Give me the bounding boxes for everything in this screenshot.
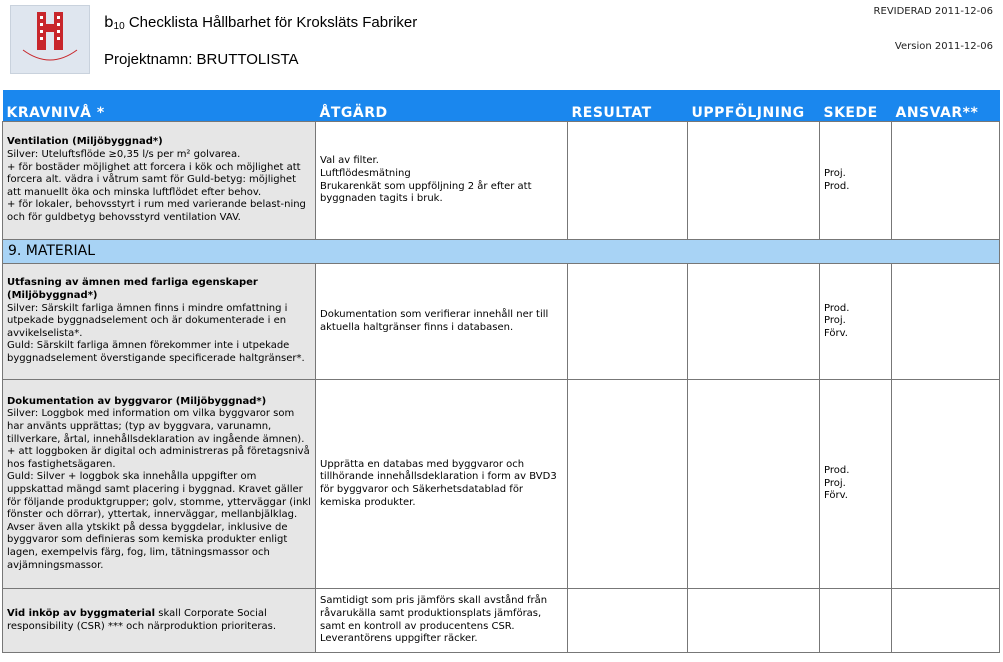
uppfoljning-cell[interactable] xyxy=(688,122,820,240)
atgard-cell: Val av filter. Luftflödesmätning Brukarenkät som uppföljning 2 år efter att byggnaden tagits i bruk. xyxy=(316,122,568,240)
section-header-row xyxy=(3,240,1000,264)
requirement-text: skall Corporate Social responsibility (CSR) *** och närproduktion prioriteras. xyxy=(7,607,277,632)
table-row xyxy=(3,122,1000,240)
table-header-row xyxy=(3,90,1000,122)
requirement-text: Silver: Uteluftsflöde ≥0,35 l/s per m² golvarea. + för bostäder möjlighet att forcera i kök och möjlighet att forcera alt. vädra i våtrum samt för Guld-betyg: möjlighet att manuellt öka och minska luftflödet efter behov. + för lokaler, behovsstyrt i rum med varierande belast-ning och för guldbetyg behovsstyrd ventilation VAV. xyxy=(7,149,306,223)
requirement-title: Dokumentation av byggvaror (Miljöbyggnad*) xyxy=(7,395,267,407)
resultat-cell[interactable] xyxy=(568,589,688,653)
requirement-title: Vid inköp av byggmaterial xyxy=(7,607,156,619)
column-header-uppfoljning: UPPFÖLJNING xyxy=(688,90,820,122)
checklist-table xyxy=(2,90,1000,653)
resultat-cell[interactable] xyxy=(568,264,688,380)
atgard-cell: Dokumentation som verifierar innehåll ner till aktuella haltgränser finns i databasen. xyxy=(316,264,568,380)
uppfoljning-cell[interactable] xyxy=(688,589,820,653)
resultat-cell[interactable] xyxy=(568,122,688,240)
revised-date: REVIDERAD 2011-12-06 xyxy=(873,6,993,17)
section-title: 9. MATERIAL xyxy=(3,240,1000,264)
requirement-title: Utfasning av ämnen med farliga egenskaper (Miljöbyggnad*) xyxy=(7,277,258,302)
atgard-cell: Samtidigt som pris jämförs skall avstånd från råvarukälla samt produktionsplats jämföras, samt en kontroll av producentens CSR. Leverantörens uppgifter räcker. xyxy=(316,589,568,653)
kravniva-cell xyxy=(3,380,316,589)
husvarden-logo-icon xyxy=(11,6,89,73)
uppfoljning-cell[interactable] xyxy=(688,264,820,380)
column-header-atgard: ÅTGÄRD xyxy=(316,90,568,122)
skede-cell: Proj. Prod. xyxy=(820,122,892,240)
table-row xyxy=(3,589,1000,653)
ansvar-cell[interactable] xyxy=(892,264,1000,380)
column-header-ansvar: ANSVAR** xyxy=(892,90,1000,122)
requirement-text: Silver: Särskilt farliga ämnen finns i mindre omfattning i utpekade byggnadselement och är dokumenterade i en avvikelselista*. Guld: Särskilt farliga ämnen förekommer inte i utpekade byggnadselement överstigande specificerade haltgränser*. xyxy=(7,302,305,364)
requirement-title: Ventilation (Miljöbyggnad*) xyxy=(7,136,163,148)
ansvar-cell[interactable] xyxy=(892,589,1000,653)
resultat-cell[interactable] xyxy=(568,380,688,589)
column-header-resultat: RESULTAT xyxy=(568,90,688,122)
skede-cell xyxy=(820,589,892,653)
document-title: $b_{10}$ Checklista Hållbarhet för Kroksläts Fabriker xyxy=(104,13,418,32)
skede-cell: Prod. Proj. Förv. xyxy=(820,264,892,380)
version-date: Version 2011-12-06 xyxy=(894,41,993,52)
company-logo xyxy=(10,5,90,74)
ansvar-cell[interactable] xyxy=(892,122,1000,240)
project-name: Projektnamn: BRUTTOLISTA xyxy=(104,51,299,68)
skede-cell: Prod. Proj. Förv. xyxy=(820,380,892,589)
ansvar-cell[interactable] xyxy=(892,380,1000,589)
column-header-kravniva: KRAVNIVÅ * xyxy=(3,90,316,122)
kravniva-cell xyxy=(3,589,316,653)
table-row xyxy=(3,380,1000,589)
requirement-text: Silver: Loggbok med information om vilka byggvaror som har använts upprättas; (typ av byggvara, varunamn, tillverkare, årtal, innehållsdeklaration av ingående ämnen). + att loggboken är digital och administreras på företagsnivå hos fastighetsägaren. Guld: Silver + loggbok ska innehålla uppgifter om uppskattad mängd samt placering i byggnad. Kravet gäller för följande produktgrupper; golv, stomme, ytterväggar (inkl fönster och dörrar), yttertak, innerväggar, mellanbjälklag. Avser även alla ytskikt på dessa byggdelar, inklusive de byggvaror som definieras som kemiska produkter enligt lagen, exempelvis färg, fog, lim, tätningsmassor och avjämningsmassor. xyxy=(7,408,311,571)
atgard-cell: Upprätta en databas med byggvaror och tillhörande innehållsdeklaration i form av BVD3 för byggvaror och Säkerhetsdatablad för kemiska produkter. xyxy=(316,380,568,589)
column-header-skede: SKEDE xyxy=(820,90,892,122)
kravniva-cell xyxy=(3,264,316,380)
table-row xyxy=(3,264,1000,380)
uppfoljning-cell[interactable] xyxy=(688,380,820,589)
kravniva-cell xyxy=(3,122,316,240)
